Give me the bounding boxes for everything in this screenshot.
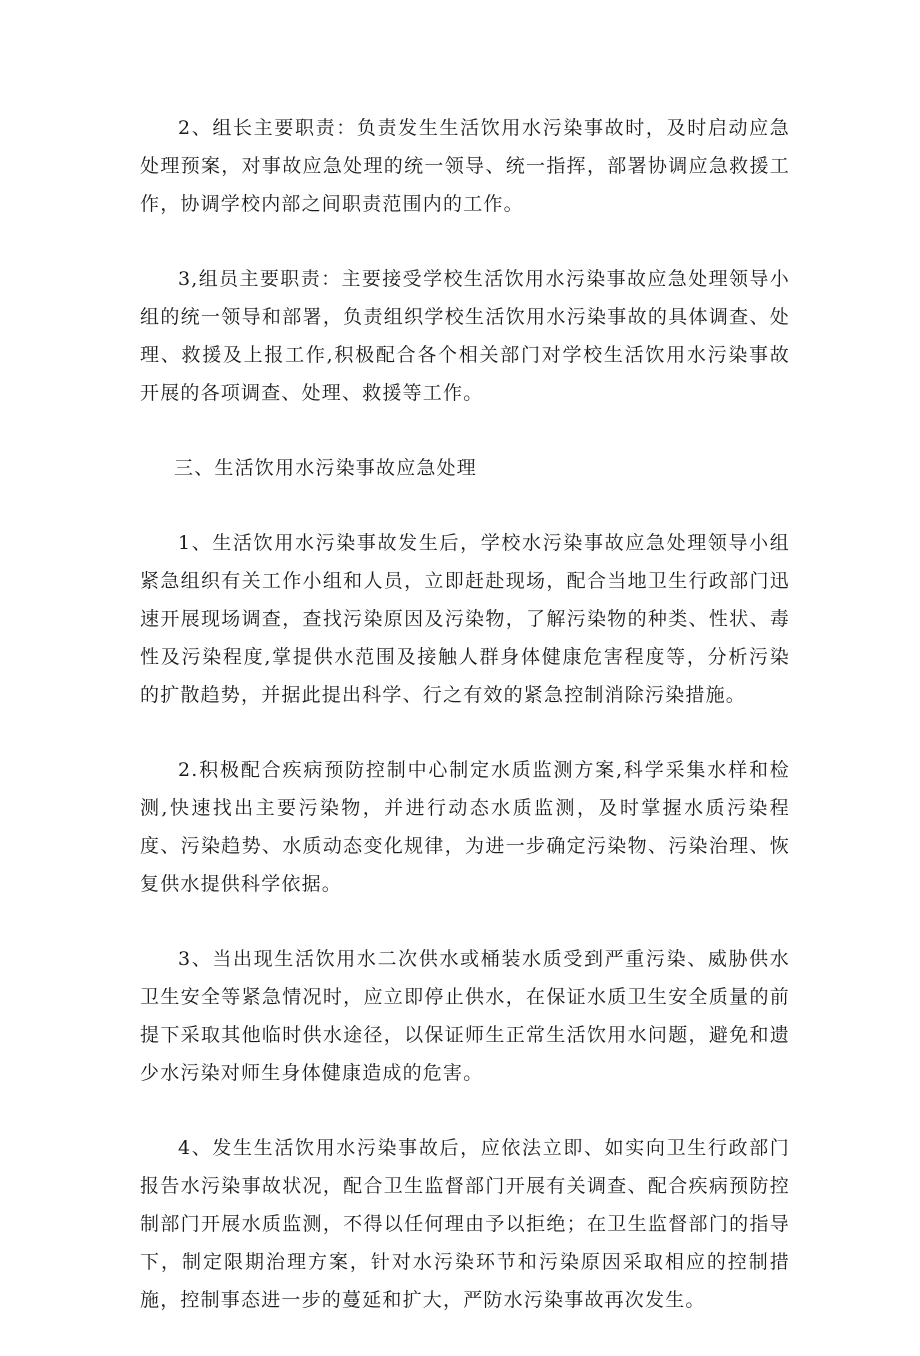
section-heading-emergency-handling: 三、生活饮用水污染事故应急处理 (174, 457, 478, 479)
paragraph-step-4: 4、发生生活饮用水污染事故后，应依法立即、如实向卫生行政部门报告水污染事故状况，配合卫生监督部门开展有关调查、配合疾病预防控制部门开展水质监测，不得以任何理由予以拒绝；在卫生监督部门的指导下，制定限期治理方案，针对水污染环节和污染原因采取相应的控制措施，控制事态进一步的蔓延和扩大，严防水污染事故再次发生。 (140, 1137, 790, 1311)
document-body (140, 109, 790, 1356)
paragraph-step-1: 1、生活饮用水污染事故发生后，学校水污染事故应急处理领导小组紧急组织有关工作小组和人员，立即赶赴现场，配合当地卫生行政部门迅速开展现场调查，查找污染原因及污染物，了解污染物的种类、性状、毒性及污染程度,掌提供水范围及接触人群身体健康危害程度等，分析污染的扩散趋势，并据此提出科学、行之有效的紧急控制消除污染措施。 (140, 532, 790, 706)
paragraph-step-3: 3、当出现生活饮用水二次供水或桶装水质受到严重污染、威胁供水卫生安全等紧急情况时，应立即停止供水，在保证水质卫生安全质量的前提下采取其他临时供水途径，以保证师生正常生活饮用水问题，避免和遗少水污染对师生身体健康造成的危害。 (140, 948, 790, 1084)
paragraph-member-duties: 3,组员主要职责：主要接受学校生活饮用水污染事故应急处理领导小组的统一领导和部署，负责组织学校生活饮用水污染事故的具体调查、处理、救援及上报工作,积极配合各个相关部门对学校生活饮用水污染事故开展的各项调查、处理、救援等工作。 (140, 268, 790, 404)
paragraph-step-2: 2.积极配合疾病预防控制中心制定水质监测方案,科学采集水样和检测,快速找出主要污染物，并进行动态水质监测，及时掌握水质污染程度、污染趋势、水质动态变化规律，为进一步确定污染物、污染治理、恢复供水提供科学依据。 (140, 759, 790, 895)
paragraph-leader-duties: 2、组长主要职责：负责发生生活饮用水污染事故时，及时启动应急处理预案，对事故应急处理的统一领导、统一指挥，部署协调应急救援工作，协调学校内部之间职责范围内的工作。 (140, 117, 790, 215)
